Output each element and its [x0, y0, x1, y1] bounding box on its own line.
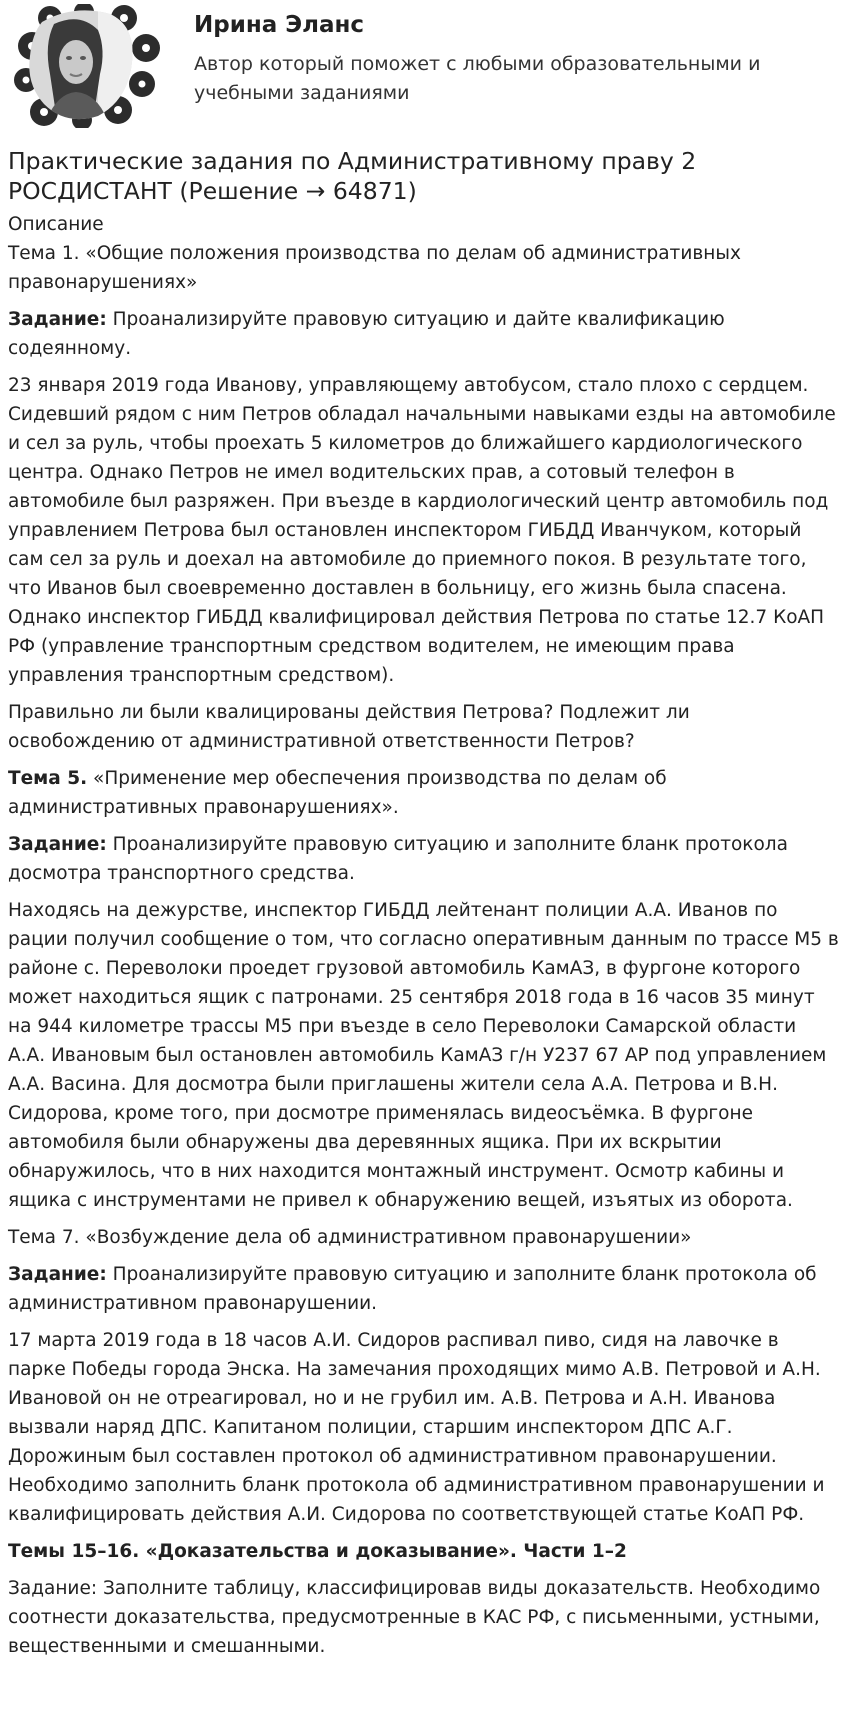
- author-name[interactable]: Ирина Эланс: [194, 12, 365, 38]
- topic1-heading: Тема 1. «Общие положения производства по делам об административных правонарушениях»: [8, 243, 741, 293]
- topic1-case: 23 января 2019 года Иванову, управляющему автобусом, стало плохо с сердцем. Сидевший рядом с ним Петров обладал начальными навыками езды на автомобиле и сел за руль, чтобы проехать 5 километров до ближайшего кардиологического центра. Однако Петров не имел водительских прав, а сотовый телефон в автомобиле был разряжен. При въезде в кардиологический центр автомобиль под управлением Петрова был остановлен инспектором ГИБДД Иванчуком, который сам сел за руль и доехал на автомобиле до приемного покоя. В результате того, что Иванов был своевременно доставлен в больницу, его жизнь была спасена. Однако инспектор ГИБДД квалифицировал действия Петрова по статье 12.7 КоАП РФ (управление транспортным средством водителем, не имеющим права управления транспортным средством).: [8, 375, 836, 686]
- topic7-task-text: Проанализируйте правовую ситуацию и заполните бланк протокола об административном правонарушении.: [8, 1264, 817, 1314]
- topic7-heading: Тема 7. «Возбуждение дела об административном правонарушении»: [8, 1227, 692, 1248]
- author-card: [8, 0, 839, 132]
- topic5-heading: [8, 764, 839, 822]
- topic7-case: 17 марта 2019 года в 18 часов А.И. Сидоров распивал пиво, сидя на лавочке в парке Победы города Энска. На замечания проходящих мимо А.В. Петровой и А.Н. Ивановой он не отреагировал, но и не грубил им. А.В. Петрова и А.Н. Иванова вызвали наряд ДПС. Капитаном полиции, старшим инспектором ДПС А.Г. Дорожиным был составлен протокол об административном правонарушении. Необходимо заполнить бланк протокола об административном правонарушении и квалифицировать действия А.И. Сидорова по соответствующей статье КоАП РФ.: [8, 1330, 825, 1525]
- article-content: [8, 239, 839, 1661]
- topic5-task-text: Проанализируйте правовую ситуацию и заполните бланк протокола досмотра транспортного средства.: [8, 834, 788, 884]
- topic1-question: Правильно ли были квалицированы действия Петрова? Подлежит ли освобождению от административной ответственности Петров?: [8, 702, 690, 752]
- topic5-task: [8, 830, 839, 888]
- topic15-heading-text: Темы 15–16. «Доказательства и доказывание». Части 1–2: [8, 1541, 627, 1562]
- topic5-case: Находясь на дежурстве, инспектор ГИБДД лейтенант полиции А.А. Иванов по рации получил сообщение о том, что согласно оперативным данным по трассе М5 в районе с. Переволоки проедет грузовой автомобиль КамАЗ, в фургоне которого может находиться ящик с патронами. 25 сентября 2018 года в 16 часов 35 минут на 944 километре трассы М5 при въезде в село Переволоки Самарской области А.А. Ивановым был остановлен автомобиль КамАЗ г/н У237 67 АР под управлением А.А. Васина. Для досмотра были приглашены жители села А.А. Петрова и В.Н. Сидорова, кроме того, при досмотре применялась видеосъёмка. В фургоне автомобиля были обнаружены два деревянных ящика. При их вскрытии обнаружилось, что в них находится монтажный инструмент. Осмотр кабины и ящика с инструментами не привел к обнаружению вещей, изъятых из оборота.: [8, 900, 839, 1211]
- article-title: Практические задания по Административному праву 2 РОСДИСТАНТ (Решение → 64871): [8, 147, 697, 205]
- author-description: Автор который поможет с любыми образовательными и учебными заданиями: [194, 53, 761, 104]
- topic5-heading-text: «Применение мер обеспечения производства по делам об административных правонарушениях».: [8, 768, 667, 818]
- topic7-task: [8, 1260, 839, 1318]
- author-avatar-portrait-icon: [14, 4, 164, 128]
- topic5-task-label: Задание:: [8, 834, 107, 855]
- description-label: Описание: [8, 214, 104, 235]
- topic15-heading: [8, 1537, 839, 1566]
- topic1-task-label: Задание:: [8, 309, 107, 330]
- author-avatar[interactable]: [14, 4, 164, 128]
- topic1-task: [8, 305, 839, 363]
- topic1-task-text: Проанализируйте правовую ситуацию и дайте квалификацию содеянному.: [8, 309, 725, 359]
- topic7-task-label: Задание:: [8, 1264, 107, 1285]
- topic15-task: Задание: Заполните таблицу, классифицировав виды доказательств. Необходимо соотнести доказательства, предусмотренные в КАС РФ, с письменными, устными, вещественными и смешанными.: [8, 1578, 821, 1657]
- topic5-heading-label: Тема 5.: [8, 768, 88, 789]
